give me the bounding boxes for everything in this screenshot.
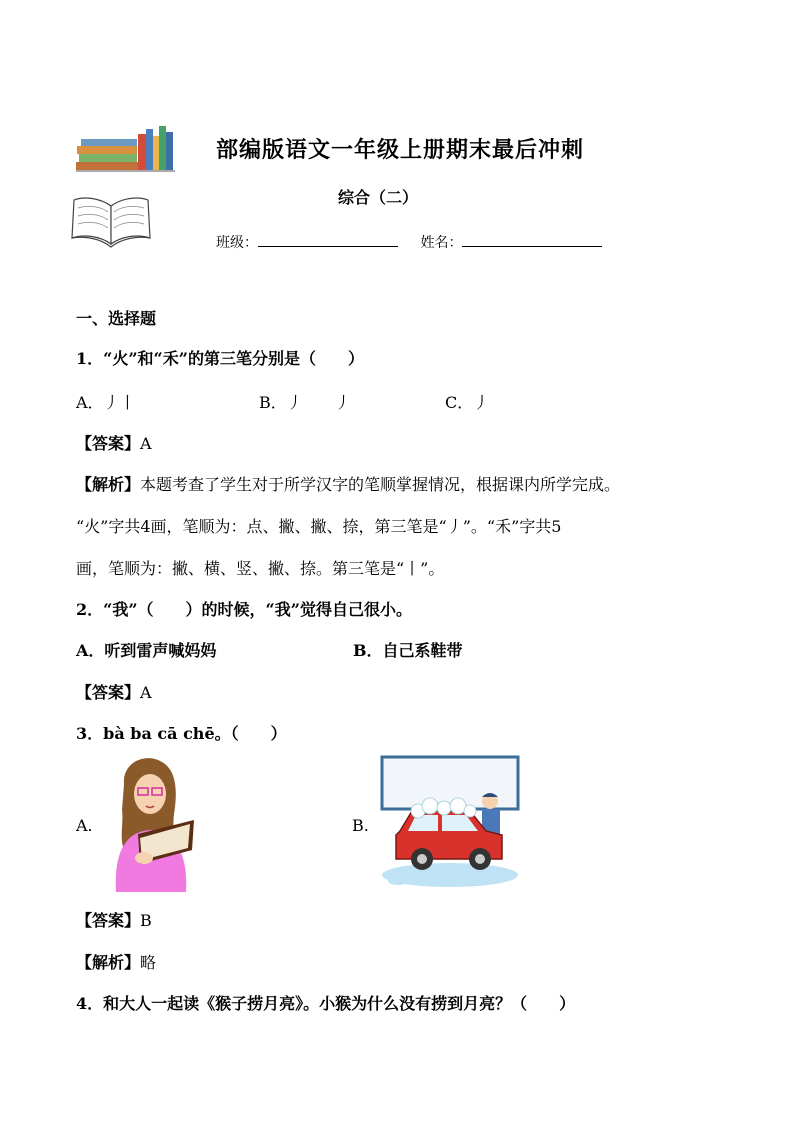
- answer-value: B: [140, 911, 152, 930]
- q1-option-c: C．丿: [445, 393, 490, 412]
- name-label: 姓名：: [420, 235, 463, 251]
- q1-analysis-line-2: “火”字共4画，笔顺为：点、撇、撇、捺，第三笔是“丿”。“禾”字共5: [76, 517, 562, 536]
- woman-reading-image: [104, 754, 194, 892]
- q1-analysis-line-3: 画，笔顺为：撇、横、竖、撇、捺。第三笔是“丨”。: [76, 559, 445, 578]
- analysis-label: 【解析】: [76, 953, 141, 972]
- q3-option-a-label: A.: [76, 816, 93, 835]
- question-3-stem: 3．bà ba cā chē。（ ）: [76, 724, 287, 743]
- analysis-label: 【解析】: [76, 475, 141, 494]
- q1-answer: [76, 431, 152, 454]
- open-book-image: [70, 192, 152, 250]
- section-heading: 一、选择题: [76, 309, 157, 328]
- q3-analysis: [76, 950, 156, 973]
- q3-answer: [76, 908, 152, 931]
- car-wash-image: [378, 755, 522, 893]
- student-info-fields: [216, 232, 602, 252]
- question-4-stem: 4．和大人一起读《猴子捞月亮》。小猴为什么没有捞到月亮？（ ）: [76, 994, 576, 1013]
- q3-option-b-label: B.: [352, 816, 369, 835]
- q1-option-a: A．丿丨: [76, 393, 136, 412]
- answer-label: 【答案】: [76, 683, 141, 702]
- question-2-stem: 2．“我”（ ）的时候，“我”觉得自己很小。: [76, 600, 412, 619]
- question-1-stem: 1．“火”和“禾”的第三笔分别是（ ）: [76, 349, 364, 368]
- q2-option-b: B．自己系鞋带: [353, 641, 463, 660]
- answer-label: 【答案】: [76, 434, 141, 453]
- title-text: 部编版语文一年级上册期末最后冲刺: [216, 137, 585, 163]
- q1-option-b: B．丿 丿: [259, 393, 351, 412]
- class-blank-field[interactable]: [258, 232, 398, 247]
- q1-analysis-line-1: [76, 472, 620, 495]
- analysis-text: 本题考查了学生对于所学汉字的笔顺掌握情况，根据课内所学完成。: [140, 475, 621, 494]
- class-label: 班级：: [216, 235, 258, 251]
- document-subtitle: 综合（二）: [338, 188, 419, 207]
- name-blank-field[interactable]: [462, 232, 602, 247]
- analysis-text: 略: [140, 953, 157, 972]
- answer-value: A: [140, 683, 152, 702]
- answer-value: A: [140, 434, 152, 453]
- answer-label: 【答案】: [76, 911, 141, 930]
- books-stack-image: [76, 124, 176, 172]
- q2-answer: [76, 680, 152, 703]
- q2-option-a: A．听到雷声喊妈妈: [76, 641, 217, 660]
